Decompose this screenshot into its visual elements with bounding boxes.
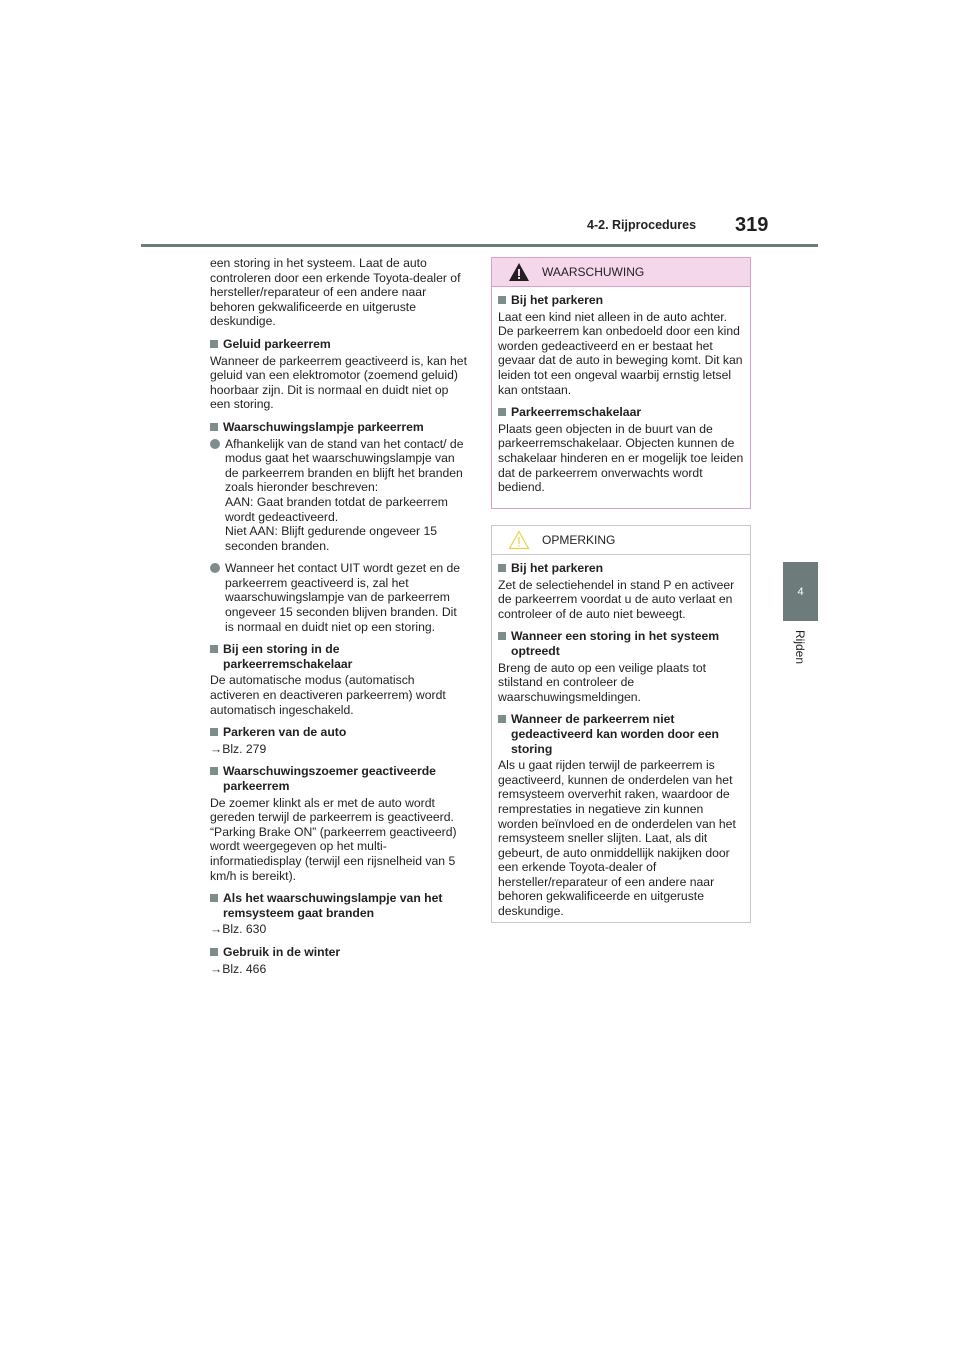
header-rule <box>141 244 818 247</box>
note-text-parkeren: Zet de selectiehendel in stand P en activeer de parkeerrem voordat u de auto verlaat en controleer of de auto niet beweegt. <box>498 577 735 621</box>
link-blz-466[interactable]: →Blz. 466 <box>210 961 267 976</box>
text-zoemer: De zoemer klinkt als er met de auto wordt gereden terwijl de parkeerrem is geactiveerd. “Parking Brake ON” (parkeerrem geactiveerd) wordt weergegeven op het multi-informatiedisplay (terwijl een rijsnelheid van 5 km/h is bereikt). <box>210 795 457 883</box>
note-header <box>492 526 750 555</box>
warning-box <box>491 257 751 509</box>
text-geluid-parkeerrem: Wanneer de parkeerrem geactiveerd is, kan het geluid van een elektromotor (zoemend geluid) hoorbaar zijn. Dit is normaal en duidt niet op een storing. <box>210 353 467 412</box>
left-column <box>210 256 467 984</box>
note-box <box>491 525 751 923</box>
note-heading-storing: Wanneer een storing in het systeem optreedt <box>498 629 744 658</box>
link-blz-279[interactable]: →Blz. 279 <box>210 741 267 756</box>
note-text-storing: Breng de auto op een veilige plaats tot stilstand en controleer de waarschuwingsmeldingen. <box>498 660 707 704</box>
heading-waarschuwingslampje: Waarschuwingslampje parkeerrem <box>210 420 467 435</box>
bullet-contact-modus <box>210 437 467 554</box>
bullet-line-3: Niet AAN: Blijft gedurende ongeveer 15 seconden branden. <box>225 524 438 553</box>
warning-header <box>492 258 750 287</box>
note-heading-parkeren: Bij het parkeren <box>498 561 744 576</box>
heading-storing-schakelaar: Bij een storing in de parkeerremschakelaar <box>210 642 467 671</box>
bullet-contact-uit: Wanneer het contact UIT wordt gezet en de parkeerrem geactiveerd is, zal het waarschuwingslampje van de parkeerrem ongeveer 15 seconden blijven branden. Dit is normaal en duidt niet op een storing. <box>210 561 467 634</box>
chapter-label-text: Rijden <box>793 630 807 665</box>
bullet-line-2: AAN: Gaat branden totdat de parkeerrem wordt gedeactiveerd. <box>225 494 448 524</box>
chapter-label <box>783 630 818 680</box>
link-blz-630[interactable]: →Blz. 630 <box>210 922 267 937</box>
intro-text: een storing in het systeem. Laat de auto controleren door een erkende Toyota-dealer of hersteller/reparateur of een andere naar behoren gekwalificeerde en uitgeruste deskundige. <box>210 256 461 329</box>
heading-remsysteem-lampje: Als het waarschuwingslampje van het remsysteem gaat branden <box>210 891 467 920</box>
warning-title: WAARSCHUWING <box>542 265 645 279</box>
heading-geluid-parkeerrem: Geluid parkeerrem <box>210 337 467 352</box>
warning-heading-parkeren: Bij het parkeren <box>498 293 744 308</box>
heading-zoemer: Waarschuwingszoemer geactiveerde parkeerrem <box>210 764 467 793</box>
bullet-line-1: Afhankelijk van de stand van het contact/ de modus gaat het waarschuwingslampje van de parkeerrem branden en blijft het branden zoals hieronder beschreven: <box>225 436 464 495</box>
text-storing-schakelaar: De automatische modus (automatisch activeren en deactiveren parkeerrem) wordt automatisch ingeschakeld. <box>210 673 446 717</box>
chapter-tab[interactable]: 4 <box>783 562 818 621</box>
note-title: OPMERKING <box>542 533 616 547</box>
note-heading-niet-gedeactiveerd: Wanneer de parkeerrem niet gedeactiveerd kan worden door een storing <box>498 712 744 756</box>
heading-winter: Gebruik in de winter <box>210 945 467 960</box>
note-text-niet-gedeactiveerd: Als u gaat rijden terwijl de parkeerrem is geactiveerd, kunnen de onderdelen van het remsysteem oververhit raken, waardoor de remprestaties in negatieve zin kunnen worden beïnvloed en de onderdelen van het remsysteem sneller slijten. Laat, als dit gebeurt, de auto onmiddellijk nakijken door een erkende Toyota-dealer of hersteller/reparateur of een andere naar behoren gekwalificeerde en uitgeruste deskundige. <box>498 758 736 919</box>
warning-text-parkeren: Laat een kind niet alleen in de auto achter. De parkeerrem kan onbedoeld door een kind worden gedeactiveerd en er bestaat het gevaar dat de auto in beweging komt. Dit kan leiden tot een ongeval waarbij ernstig letsel kan ontstaan. <box>498 309 743 397</box>
warning-text-schakelaar: Plaats geen objecten in de buurt van de parkeerremschakelaar. Objecten kunnen de schakelaar hinderen en er mogelijk toe leiden dat de parkeerrem onverwachts wordt bediend. <box>498 421 744 495</box>
warning-heading-schakelaar: Parkeerremschakelaar <box>498 405 744 420</box>
page-number: 319 <box>735 214 769 236</box>
section-title: 4-2. Rijprocedures <box>587 218 697 232</box>
warning-triangle-icon <box>508 262 530 282</box>
heading-parkeren: Parkeren van de auto <box>210 725 467 740</box>
caution-triangle-icon <box>508 530 530 550</box>
